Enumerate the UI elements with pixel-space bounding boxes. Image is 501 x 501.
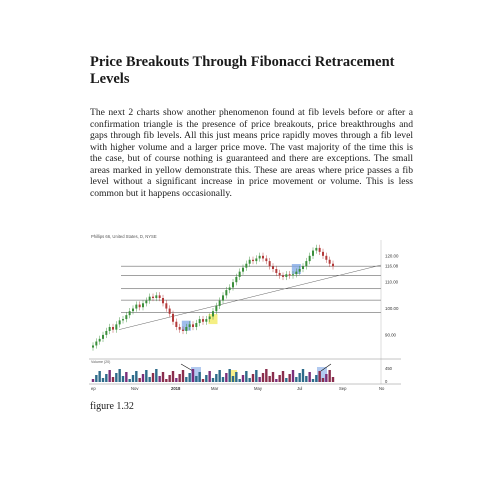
volume-bar [235,372,237,382]
candle-body [322,252,324,256]
figure-caption: figure 1.32 [90,401,134,412]
volume-bar [248,378,250,382]
candle-body [99,339,101,342]
volume-bar [215,374,217,382]
candle-body [265,258,267,261]
volume-bar [145,370,147,382]
volume-bar [92,379,94,382]
candle-body [152,297,154,298]
volume-bar [282,371,284,382]
volume-bar [238,379,240,382]
candle-body [182,330,184,331]
volume-bar [182,370,184,382]
volume-tick-label: 450 [385,366,392,371]
time-tick-label: May [254,386,262,391]
candle-body [309,256,311,261]
candle-body [235,277,237,282]
candle-body [239,272,241,277]
candle-body [302,266,304,269]
candle-body [145,301,147,304]
volume-bar [142,374,144,382]
candle-body [252,260,254,261]
candle-body [129,311,131,315]
volume-bar [325,374,327,382]
volume-label: Volume (20) [91,360,111,364]
candle-body [155,295,157,298]
candle-body [232,282,234,287]
volume-bar [315,375,317,382]
volume-bar [175,378,177,382]
candle-body [92,345,94,347]
candle-body [109,327,111,331]
candle-body [275,269,277,273]
candle-body [259,256,261,259]
candle-body [209,316,211,319]
time-tick-label: Jul [297,386,303,391]
volume-bar [198,372,200,382]
volume-bar [132,375,134,382]
candle-body [229,287,231,290]
volume-bar [255,370,257,382]
volume-bar [252,374,254,382]
candle-body [205,319,207,322]
volume-bar [105,374,107,382]
volume-bar [278,375,280,382]
volume-bar [268,376,270,382]
volume-bar [302,369,304,382]
volume-bar [222,377,224,382]
candle-body [105,331,107,335]
candle-body [165,303,167,308]
price-tick-label: 116.08 [385,263,399,269]
candle-body [242,268,244,272]
volume-bar [118,369,120,382]
candle-body [215,306,217,311]
candle-body [202,319,204,322]
candle-body [255,258,257,261]
candle-body [299,269,301,272]
volume-bar [272,372,274,382]
volume-tick-label: 0 [385,379,388,384]
volume-bar [312,379,314,382]
price-tick-label: 90.00 [385,332,396,338]
candle-body [139,305,141,308]
volume-bar [102,378,104,382]
volume-bar [192,369,194,382]
volume-bar [292,370,294,382]
volume-bar [295,377,297,382]
candle-body [279,273,281,276]
volume-bar [298,373,300,382]
volume-bar [115,373,117,382]
candle-body [142,303,144,307]
time-tick-label: Nov [131,386,139,391]
candle-body [195,323,197,327]
candle-body [169,309,171,314]
stock-chart-figure [89,232,401,394]
candle-body [185,327,187,331]
time-tick-label: Mar [211,386,219,391]
volume-bar [202,379,204,382]
volume-bar [308,372,310,382]
stock-chart [89,232,401,394]
volume-bar [305,376,307,382]
volume-bar [262,373,264,382]
volume-bar [128,379,130,382]
candle-body [115,324,117,329]
volume-bar [178,374,180,382]
candle-body [212,311,214,316]
candle-body [199,319,201,323]
volume-bar [225,373,227,382]
volume-bar [135,371,137,382]
time-tick-label: ep [91,386,96,391]
chart-header: Phillips 66, United States, D, NYSE [91,234,157,239]
candle-body [249,260,251,264]
volume-bar [125,372,127,382]
candle-body [179,327,181,330]
time-tick-label: Sep [339,386,347,391]
volume-bar [288,374,290,382]
candle-body [132,309,134,312]
candle-body [225,290,227,295]
candle-body [192,324,194,327]
candle-body [269,261,271,266]
candle-body [175,322,177,327]
volume-bar [258,377,260,382]
candle-body [172,314,174,322]
candle-body [312,251,314,256]
candle-body [262,256,264,259]
volume-bar [165,379,167,382]
volume-bar [265,369,267,382]
candle-body [315,248,317,251]
candle-body [189,324,191,327]
candle-body [119,320,121,324]
candle-body [125,315,127,319]
volume-bar [328,370,330,382]
body-paragraph: The next 2 charts show another phenomenon found at fib levels before or after a confirmation triangle is the presence of price breakouts, price breakthroughs and gaps through fib levels. All this just means price rapidly moves through a fib level with higher volume and a larger price move. The vast majority of the time this is the case, but of course nothing is guaranteed and there are exceptions. The small areas marked in yellow demonstrate this. These are areas where price passes a fib level without a significant increase in price movement or volume. This is less common but it happens occasionally. [90,107,413,199]
volume-bar [112,377,114,382]
volume-bar [172,371,174,382]
candle-body [332,264,334,267]
volume-bar [212,378,214,382]
candle-body [135,305,137,309]
volume-bar [318,371,320,382]
volume-bar [322,378,324,382]
candle-body [222,295,224,300]
candle-body [305,261,307,266]
candle-body [289,274,291,275]
candle-body [149,297,151,301]
candle-body [245,264,247,268]
time-tick-label: 2018 [171,386,181,391]
volume-bar [188,373,190,382]
candle-body [162,298,164,303]
time-tick-label: No [379,386,385,391]
price-tick-label: 100.00 [385,306,399,312]
volume-bar [332,377,334,382]
volume-bar [195,376,197,382]
candle-body [95,342,97,346]
candle-body [272,266,274,269]
volume-bar [148,377,150,382]
candle-body [282,276,284,277]
candle-body [319,248,321,252]
candle-body [102,335,104,339]
volume-bar [95,375,97,382]
volume-bar [185,377,187,382]
candle-body [159,295,161,298]
volume-bar [242,375,244,382]
volume-bar [155,369,157,382]
volume-bar [122,376,124,382]
candle-body [112,327,114,330]
candle-body [285,274,287,277]
volume-bar [205,375,207,382]
volume-bar [285,378,287,382]
volume-bar [98,371,100,382]
volume-bar [228,369,230,382]
volume-bar [245,371,247,382]
price-tick-label: 110.00 [385,279,399,285]
candle-body [292,274,294,275]
volume-bar [162,372,164,382]
volume-bar [218,370,220,382]
volume-bar [168,375,170,382]
volume-bar [152,373,154,382]
candle-body [295,272,297,275]
volume-bar [232,376,234,382]
volume-bar [138,378,140,382]
candle-body [122,319,124,320]
volume-bar [158,376,160,382]
price-tick-label: 120.00 [385,253,399,259]
candle-body [325,256,327,260]
candle-body [329,260,331,264]
candle-body [219,301,221,306]
volume-bar [208,371,210,382]
section-title: Price Breakouts Through Fibonacci Retracement Levels [90,54,395,87]
volume-bar [275,379,277,382]
volume-bar [108,370,110,382]
